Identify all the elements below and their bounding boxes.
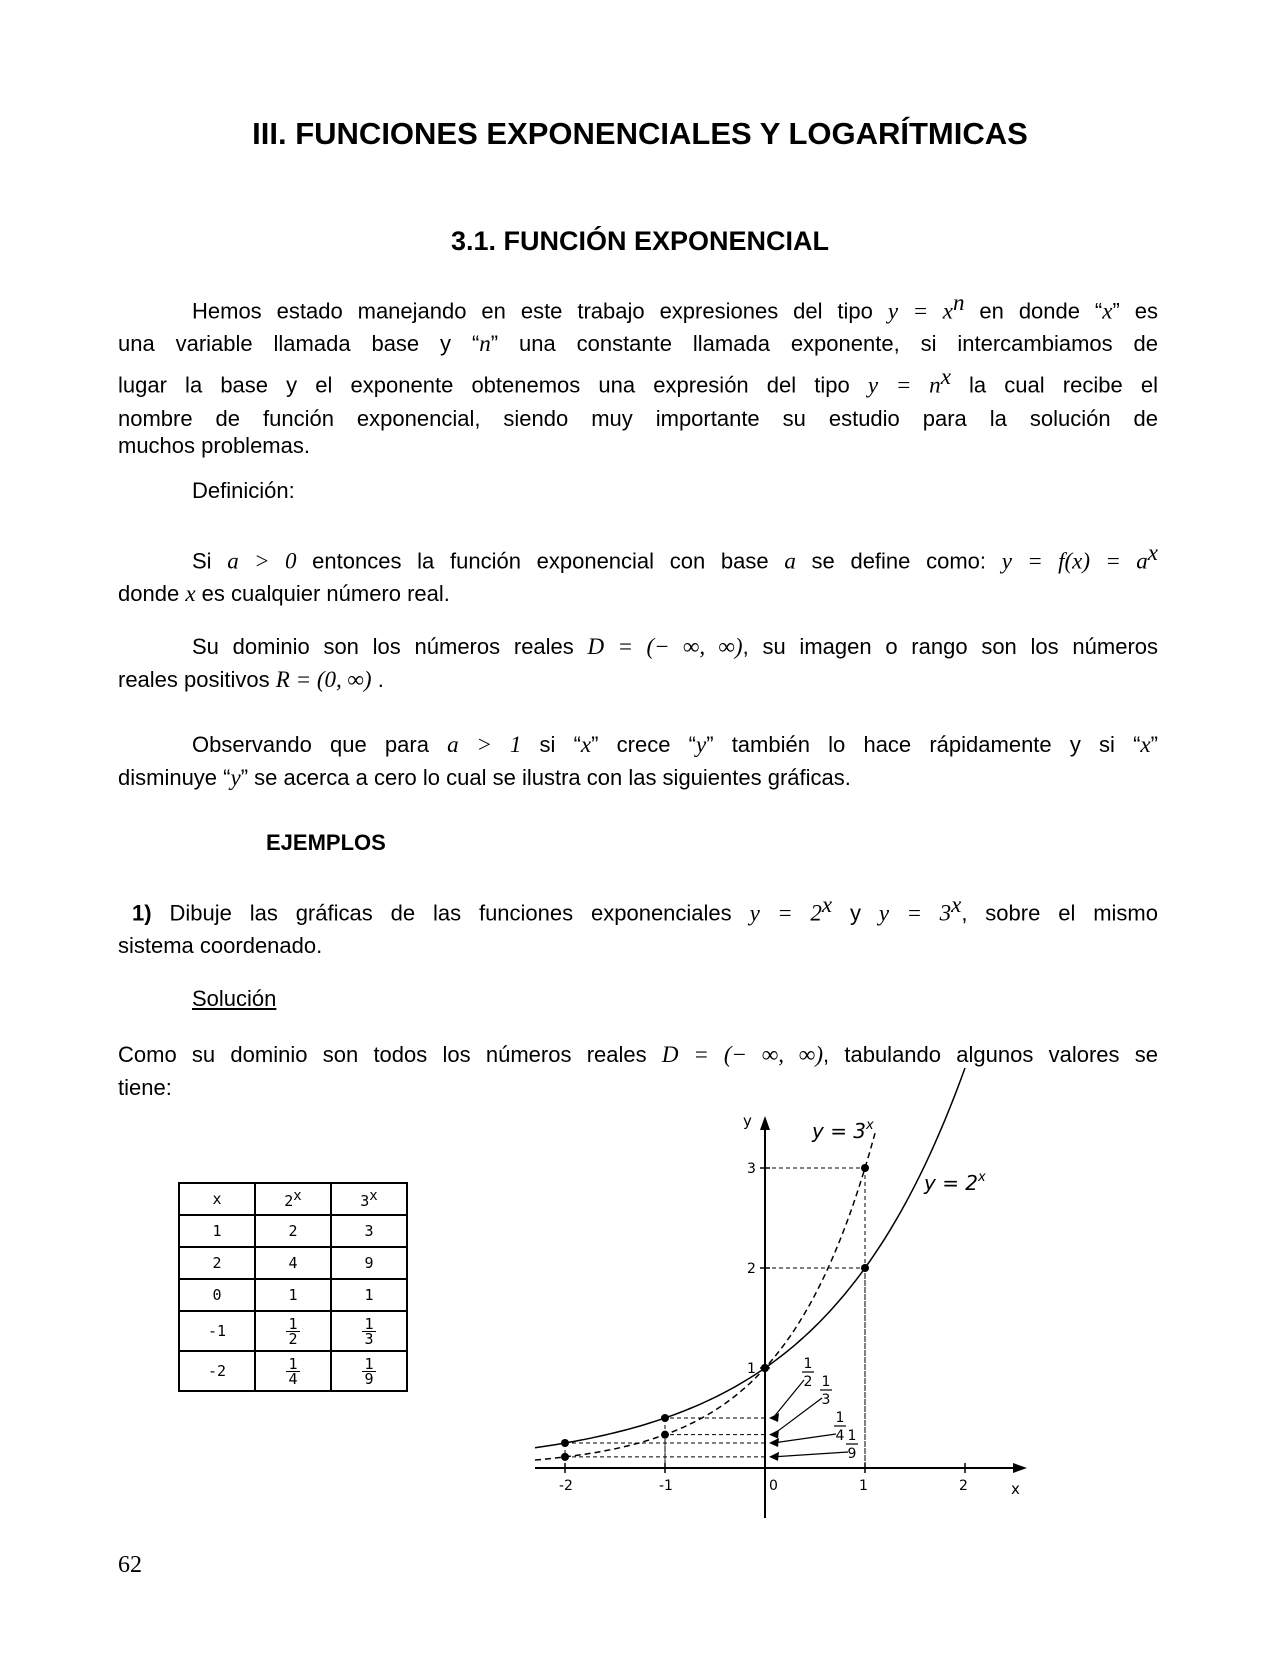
text: nombre de función exponencial, siendo muy importante su estudio para la solución de <box>118 405 1158 431</box>
text: la cual recibe el <box>969 372 1158 398</box>
fraction-num: 1 <box>364 1314 374 1333</box>
y-axis-arrow <box>760 1116 770 1130</box>
header-x: x <box>179 1183 255 1215</box>
annotation-den: 9 <box>847 1446 857 1462</box>
fraction-num: 1 <box>364 1354 374 1373</box>
y-tick-label: 1 <box>747 1361 756 1377</box>
annotation-den: 4 <box>835 1428 845 1444</box>
text: Dibuje las gráficas de las funciones exponenciales <box>169 900 732 926</box>
curve-3x-label <box>811 1118 874 1143</box>
x-tick-label: 0 <box>769 1478 778 1494</box>
math: y = n <box>867 372 941 398</box>
cell-2x: 1 <box>255 1279 331 1311</box>
cell-x: 0 <box>179 1279 255 1311</box>
math: y = x <box>887 298 953 324</box>
page-title: III. FUNCIONES EXPONENCIALES Y LOGARÍTMICAS <box>252 116 1028 151</box>
annotation-num: 1 <box>803 1356 813 1372</box>
math-sup: x <box>1147 540 1158 565</box>
text: Como su dominio son todos los números reales <box>118 1042 647 1067</box>
curve-3x <box>535 1133 875 1460</box>
cell-x: -1 <box>179 1311 255 1351</box>
x-tick-label: -1 <box>659 1478 673 1494</box>
cell-x: 1 <box>179 1215 255 1247</box>
text: , sobre el mismo <box>961 900 1158 926</box>
text: se define como: <box>811 548 987 574</box>
text: donde <box>118 581 180 607</box>
label-base: y = 2 <box>924 1171 979 1195</box>
text: si “ <box>539 732 581 757</box>
math: n <box>479 331 491 357</box>
cell-x: 2 <box>179 1247 255 1279</box>
text: ” una constante llamada exponente, si intercambiamos de <box>490 331 1158 357</box>
text: es cualquier número real. <box>201 581 450 607</box>
text: entonces la función exponencial con base <box>312 548 769 574</box>
y-tick-label: 3 <box>747 1161 756 1177</box>
section-title: 3.1. FUNCIÓN EXPONENCIAL <box>450 226 830 256</box>
math: x <box>1102 298 1113 324</box>
annotation-arrow <box>773 1398 822 1435</box>
curve-2x-label <box>923 1170 986 1195</box>
data-point <box>561 1453 569 1461</box>
text: ” se acerca a cero lo cual se ilustra con las siguientes gráficas. <box>240 765 851 790</box>
text: , su imagen o rango son los números <box>742 634 1158 659</box>
math-sup: x <box>821 892 833 917</box>
annotation-arrowhead <box>769 1430 779 1439</box>
annotation-arrowhead <box>769 1438 779 1447</box>
math: D = (− ∞, ∞) <box>587 634 743 659</box>
x-tick-label: 2 <box>959 1478 968 1494</box>
text: tiene: <box>118 1075 172 1100</box>
math: y <box>230 765 241 790</box>
text: disminuye “ <box>118 765 231 790</box>
data-point <box>761 1364 769 1372</box>
math: y = 3 <box>878 900 952 926</box>
header-sup: x <box>293 1188 302 1204</box>
text: Si <box>192 548 212 574</box>
x-tick-label: 1 <box>859 1478 868 1494</box>
fraction-den: 2 <box>288 1329 298 1348</box>
math: y <box>695 732 707 757</box>
annotation-arrow <box>773 1380 804 1418</box>
x-axis-label: x <box>1011 1480 1020 1498</box>
fraction-den: 9 <box>364 1369 374 1388</box>
text: Observando que para <box>192 732 429 757</box>
y-tick-label: 2 <box>747 1261 756 1277</box>
solution-label: Solución <box>192 986 277 1011</box>
annotation-arrow <box>773 1434 836 1443</box>
annotation-num: 1 <box>847 1428 857 1444</box>
annotation-arrow <box>773 1452 848 1457</box>
header-base: 3 <box>360 1192 370 1210</box>
cell-x: -2 <box>179 1351 255 1391</box>
math: D = (− ∞, ∞) <box>661 1042 823 1067</box>
text: una variable llamada base y “ <box>118 331 480 357</box>
math: a > 1 <box>447 732 522 757</box>
label-sup: x <box>978 1170 986 1185</box>
annotation-num: 1 <box>821 1374 831 1390</box>
annotation-arrowhead <box>769 1413 779 1422</box>
text: ” es <box>1112 298 1158 324</box>
text: ” también lo hace rápidamente y si “ <box>706 732 1141 757</box>
math: R = (0, ∞) <box>275 667 372 692</box>
text: y <box>849 900 861 926</box>
text: muchos problemas. <box>118 432 310 458</box>
text: ” <box>1150 732 1158 757</box>
fraction-num: 1 <box>288 1354 298 1373</box>
label-base: y = 3 <box>812 1119 867 1143</box>
math: x <box>1140 732 1151 757</box>
math: x <box>185 581 196 607</box>
x-tick-label: -2 <box>559 1478 573 1494</box>
example-number: 1) <box>132 900 152 926</box>
cell-3x: 3 <box>331 1215 407 1247</box>
data-point <box>661 1414 669 1422</box>
math: a > 0 <box>227 548 297 574</box>
annotation-num: 1 <box>835 1410 845 1426</box>
fraction-den: 3 <box>364 1329 374 1348</box>
text: Hemos estado manejando en este trabajo expresiones del tipo <box>192 298 873 324</box>
math: y = f(x) = a <box>1001 548 1148 574</box>
data-point <box>861 1164 869 1172</box>
math: a <box>784 548 796 574</box>
cell-3x: 1 <box>331 1279 407 1311</box>
text: sistema coordenado. <box>118 933 323 959</box>
data-point <box>561 1439 569 1447</box>
text: , tabulando algunos valores se <box>823 1042 1158 1067</box>
x-axis-arrow <box>1013 1463 1027 1473</box>
definition-label: Definición: <box>192 478 295 503</box>
annotation-den: 3 <box>821 1392 831 1408</box>
math: y = 2 <box>749 900 822 926</box>
data-point <box>661 1431 669 1439</box>
annotation-den: 2 <box>803 1374 813 1390</box>
text: . <box>377 667 384 692</box>
header-sup: x <box>369 1188 378 1204</box>
cell-2x: 4 <box>255 1247 331 1279</box>
y-axis-label: y <box>743 1112 752 1130</box>
text: en donde “ <box>979 298 1103 324</box>
annotation-arrowhead <box>769 1452 779 1461</box>
text: reales positivos <box>118 667 270 692</box>
label-sup: x <box>866 1118 874 1133</box>
header-base: 2 <box>284 1192 294 1210</box>
text: lugar la base y el exponente obtenemos una expresión del tipo <box>118 372 850 398</box>
cell-2x: 2 <box>255 1215 331 1247</box>
fraction-num: 1 <box>288 1314 298 1333</box>
math: x <box>580 732 592 757</box>
math-sup: n <box>952 290 965 315</box>
text: Su dominio son los números reales <box>192 634 574 659</box>
cell-3x: 9 <box>331 1247 407 1279</box>
math-sup: x <box>951 892 962 917</box>
math-sup: x <box>940 364 951 390</box>
text: ” crece “ <box>591 732 696 757</box>
page-number: 62 <box>118 1552 142 1578</box>
fraction-den: 4 <box>288 1369 298 1388</box>
examples-heading: EJEMPLOS <box>266 830 386 855</box>
